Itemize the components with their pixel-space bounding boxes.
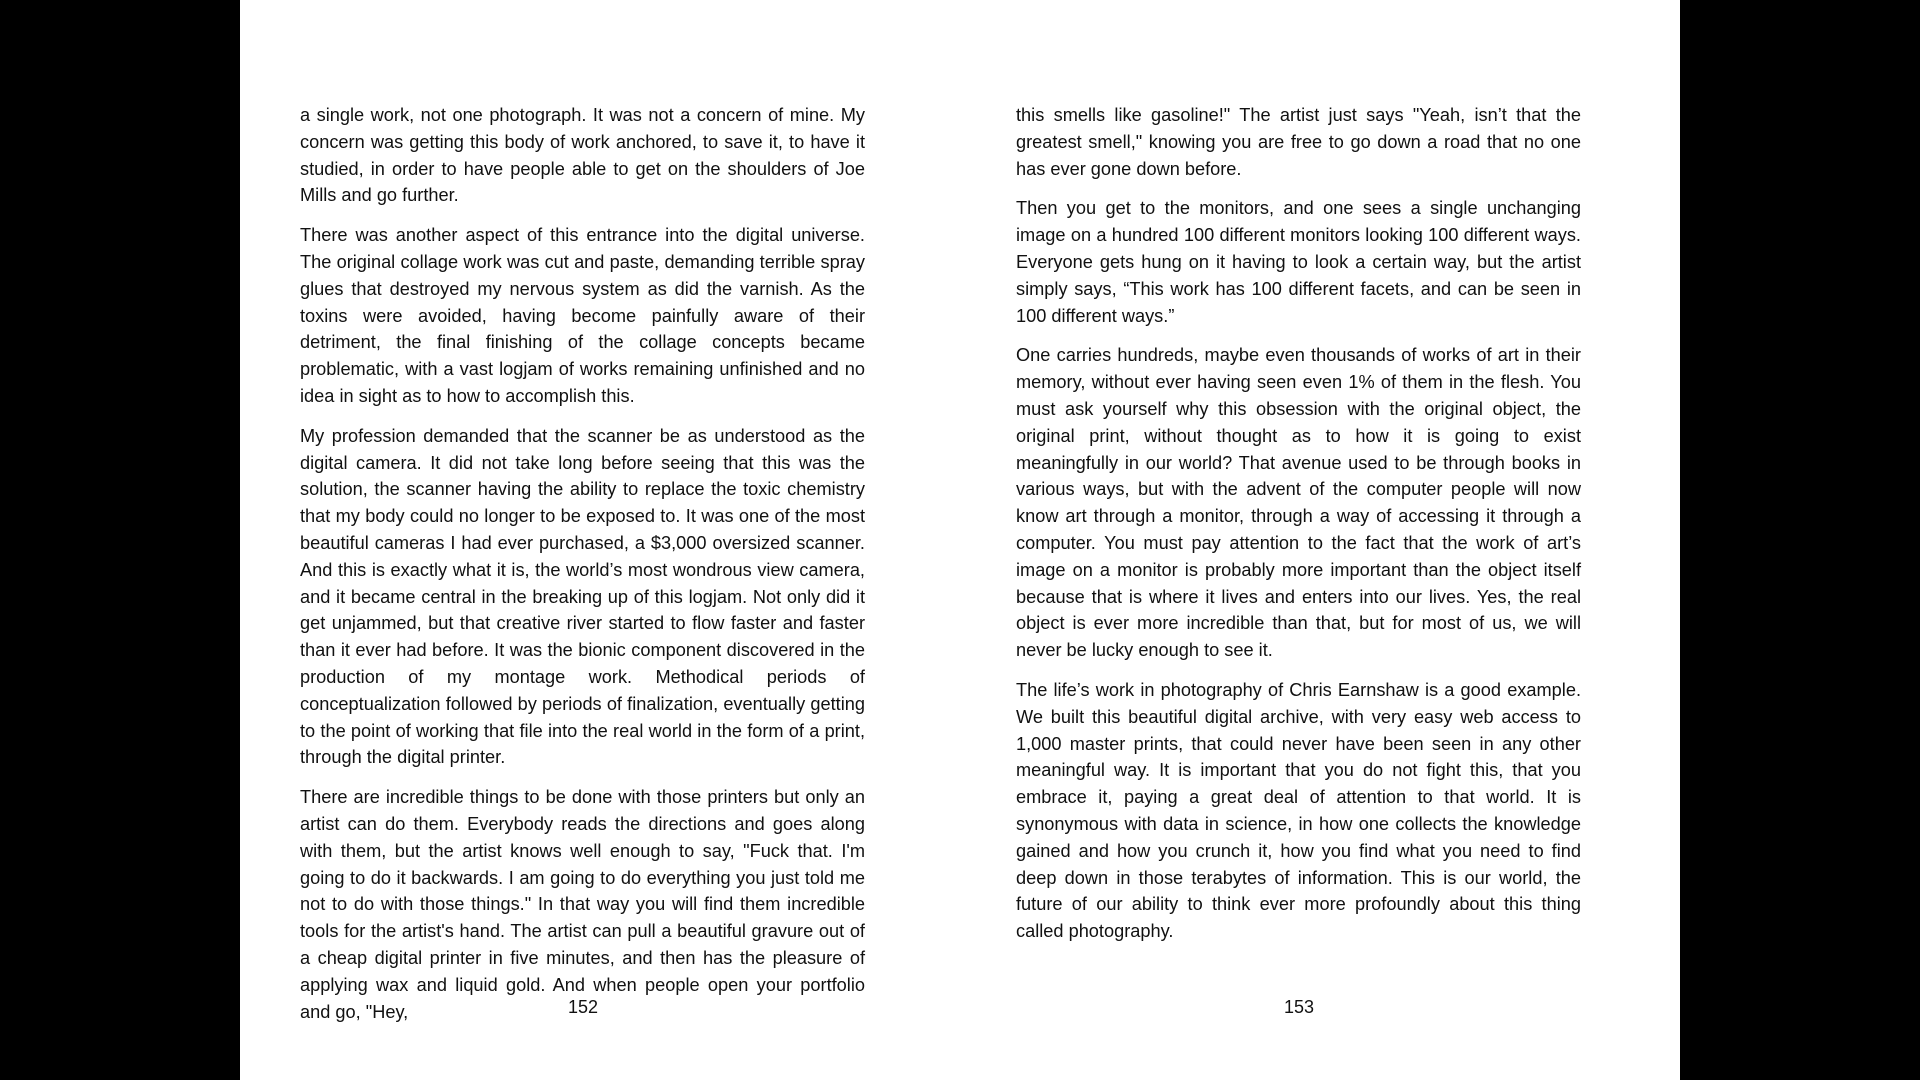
right-paragraph-2: Then you get to the monitors, and one sees a single unchanging image on a hundred 100 different monitors looking 100 different ways. Everyone gets hung on it having to look a certain way, but the artist simply says, “This work has 100 different facets, and can be seen in 100 different ways.”	[1016, 198, 1581, 326]
right-page	[960, 0, 1680, 1080]
right-paragraph-1: this smells like gasoline!" The artist just says "Yeah, isn’t that the greatest smell," knowing you are free to go down a road that no one has ever gone down before.	[1016, 105, 1581, 179]
left-page	[240, 0, 960, 1080]
left-paragraph-1: a single work, not one photograph. It was not a concern of mine. My concern was getting this body of work anchored, to save it, to have it studied, in order to have people able to get on the shoulders of Joe Mills and go further.	[300, 105, 865, 206]
right-page-number: 153	[1283, 997, 1315, 1017]
left-page-number: 152	[567, 997, 599, 1017]
right-page-body	[1016, 102, 1581, 958]
book-spread	[240, 0, 1680, 1080]
left-page-body	[300, 102, 865, 1038]
right-paragraph-3: One carries hundreds, maybe even thousands of works of art in their memory, without ever having seen even 1% of them in the flesh. You must ask yourself why this obsession with the original object, the original print, without thought as to how it is going to exist meaningfully in our world? That avenue used to be through books in various ways, but with the advent of the computer people will now know art through a monitor, through a way of accessing it through a computer. You must pay attention to the fact that the work of art’s image on a monitor is probably more important than the object itself because that is where it lives and enters into our lives. Yes, the real object is ever more incredible than that, but for most of us, we will never be lucky enough to see it.	[1016, 345, 1581, 661]
left-paragraph-2: There was another aspect of this entrance into the digital universe. The original collage work was cut and paste, demanding terrible spray glues that destroyed my nervous system as did the varnish. As the toxins were avoided, having become painfully aware of their detriment, the final finishing of the collage concepts became problematic, with a vast logjam of works remaining unfinished and no idea in sight as to how to accomplish this.	[300, 225, 865, 406]
right-paragraph-4: The life’s work in photography of Chris Earnshaw is a good example. We built this beautiful digital archive, with very easy web access to 1,000 master prints, that could never have been seen in any other meaningful way. It is important that you do not fight this, that you embrace it, paying a great deal of attention to that world. It is synonymous with data in science, in how one collects the knowledge gained and how you crunch it, how you find what you need to find deep down in those terabytes of information. This is our world, the future of our ability to think ever more profoundly about this thing called photography.	[1016, 679, 1581, 942]
left-paragraph-4: There are incredible things to be done with those printers but only an artist can do them. Everybody reads the directions and goes along with them, but the artist knows well enough to say, "Fuck that. I'm going to do it backwards. I am going to do everything you just told me not to do with those things." In that way you will find them incredible tools for the artist's hand. The artist can pull a beautiful gravure out of a cheap digital printer in five minutes, and then has the pleasure of applying wax and liquid gold. And when people open your portfolio and go, "Hey,	[300, 787, 865, 1022]
left-paragraph-3: My profession demanded that the scanner be as understood as the digital camera. It did not take long before seeing that this was the solution, the scanner having the ability to replace the toxic chemistry that my body could no longer to be exposed to. It was one of the most beautiful cameras I had ever purchased, a $3,000 oversized scanner. And this is exactly what it is, the world’s most wondrous view camera, and it became central in the breaking up of this logjam. Not only did it get unjammed, but that creative river started to flow faster and faster than it ever had before. It was the bionic component discovered in the production of my montage work. Methodical periods of conceptualization followed by periods of finalization, eventually getting to the point of working that file into the real world in the form of a print, through the digital printer.	[300, 425, 865, 768]
